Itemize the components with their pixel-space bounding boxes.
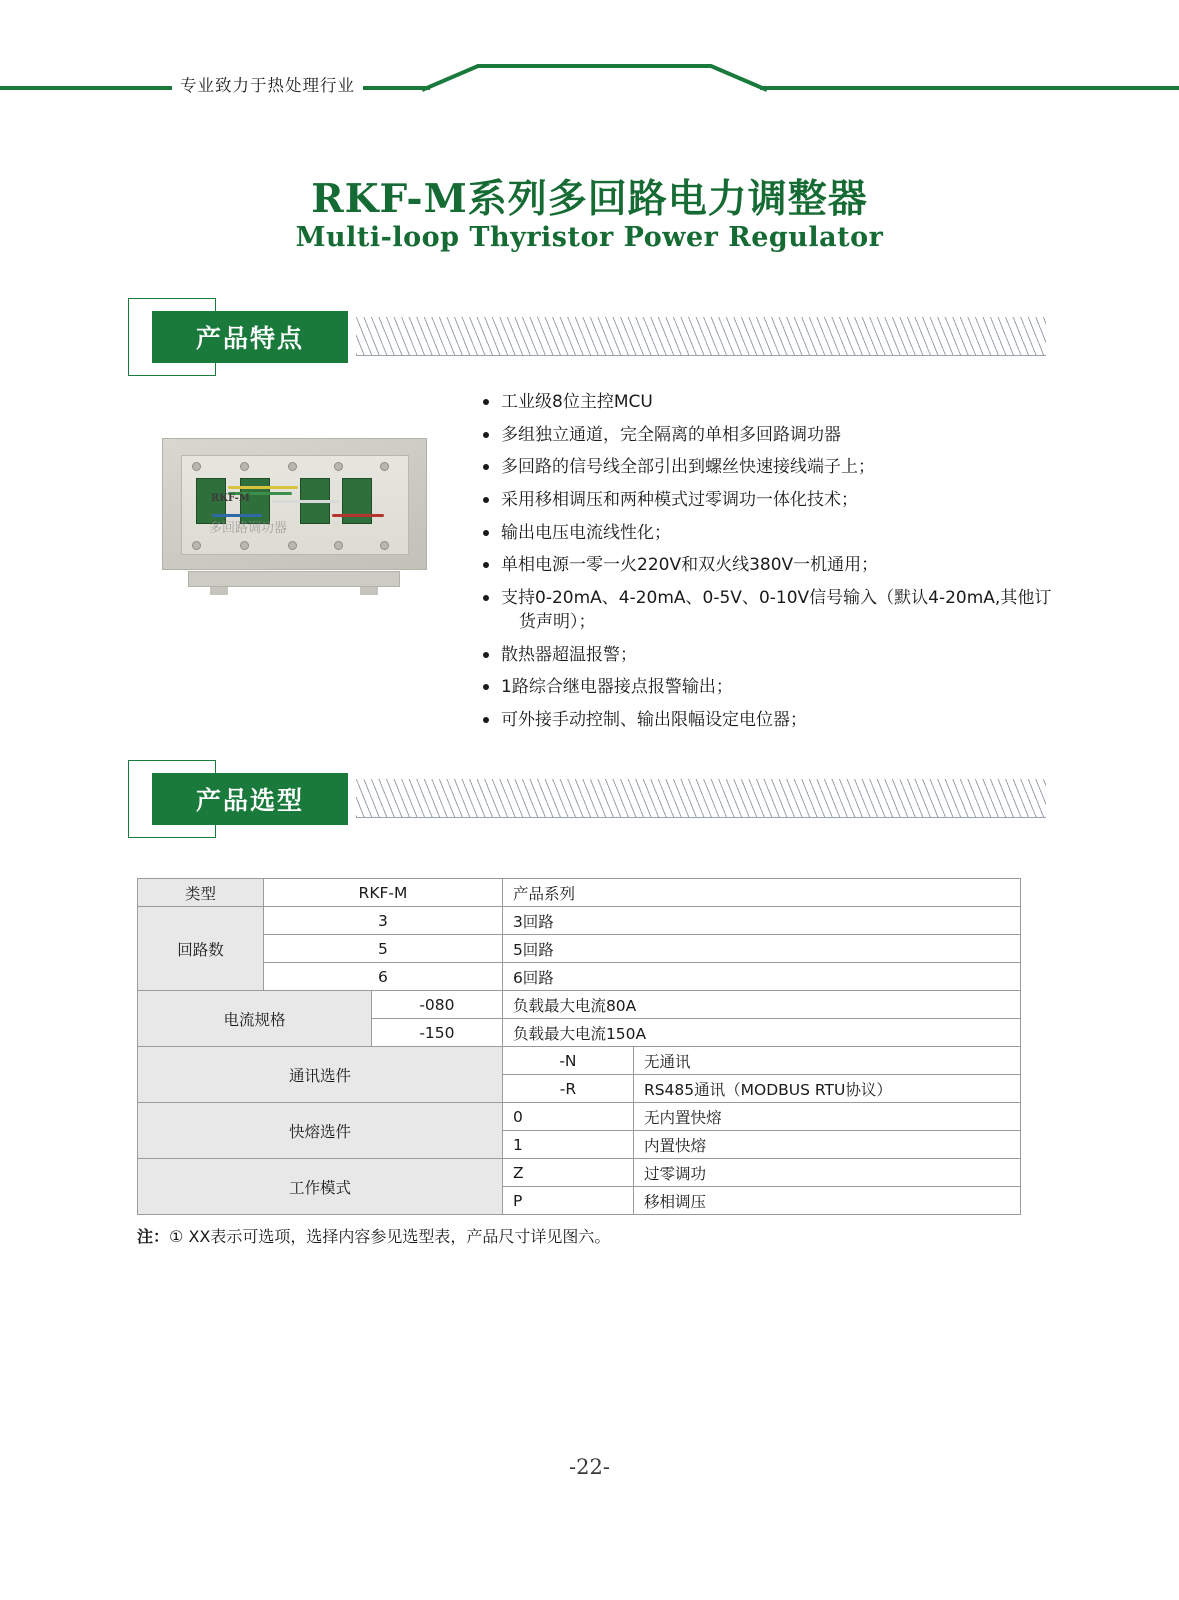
section-hatch-decoration <box>356 317 1046 356</box>
feature-item <box>481 423 1101 447</box>
table-row <box>138 907 1021 935</box>
section-tab <box>152 311 348 363</box>
feature-text: 多组独立通道，完全隔离的单相多回路调功器 <box>501 424 841 445</box>
features-list <box>481 390 1101 740</box>
feature-text: 散热器超温报警； <box>501 644 637 665</box>
row-label: 通讯选件 <box>138 1047 503 1103</box>
screw-icon <box>380 541 389 550</box>
product-photo-device-label: RKF-M <box>211 493 250 504</box>
header-notch-shape <box>422 62 767 92</box>
table-note-prefix: 注： <box>137 1227 170 1246</box>
selection-table-wrapper <box>137 878 1021 1215</box>
row-code: -080 <box>371 991 502 1019</box>
table-row <box>138 963 1021 991</box>
row-label: 类型 <box>138 879 264 907</box>
row-desc: 5回路 <box>502 935 1020 963</box>
screw-icon <box>240 541 249 550</box>
page-title-en: Multi-loop Thyristor Power Regulator <box>295 222 884 253</box>
table-note <box>137 1224 610 1247</box>
screw-icon <box>288 462 297 471</box>
feature-item <box>481 675 1101 699</box>
screw-icon <box>240 462 249 471</box>
row-desc: 负载最大电流150A <box>502 1019 1020 1047</box>
section-tab-label: 产品特点 <box>195 324 304 353</box>
row-desc: 过零调功 <box>633 1159 1020 1187</box>
row-desc: 内置快熔 <box>633 1131 1020 1159</box>
selection-table <box>137 878 1021 1215</box>
row-code: 3 <box>264 907 503 935</box>
table-note-text: ① XX表示可选项，选择内容参见选型表，产品尺寸详见图六。 <box>169 1227 611 1246</box>
feature-text: 采用移相调压和两种模式过零调功一体化技术； <box>501 489 858 510</box>
row-code: -N <box>502 1047 633 1075</box>
pcb-module <box>342 478 372 524</box>
row-label: 快熔选件 <box>138 1103 503 1159</box>
feature-text: 支持0-20mA、4-20mA、0-5V、0-10V信号输入（默认4-20mA,其他订 <box>501 587 1052 608</box>
wire <box>228 486 298 489</box>
row-label: 回路数 <box>138 907 264 991</box>
feature-item <box>481 488 1101 512</box>
product-photo-watermark: 多回路调功器 <box>209 521 288 536</box>
screw-icon <box>334 541 343 550</box>
row-code: -150 <box>371 1019 502 1047</box>
section-heading-features <box>128 298 1048 378</box>
screw-icon <box>288 541 297 550</box>
feature-text-continuation: 货声明）； <box>519 611 596 632</box>
section-heading-selection <box>128 760 1048 840</box>
product-photo-base <box>188 571 400 587</box>
row-desc: 无内置快熔 <box>633 1103 1020 1131</box>
feature-text: 工业级8位主控MCU <box>501 392 653 412</box>
product-photo <box>152 430 437 615</box>
screw-icon <box>380 462 389 471</box>
row-desc: 6回路 <box>502 963 1020 991</box>
feature-item <box>481 553 1101 577</box>
table-row <box>138 1047 1021 1075</box>
row-code: 0 <box>502 1103 633 1131</box>
table-row <box>138 1159 1021 1187</box>
feature-item <box>481 390 1101 414</box>
section-hatch-decoration <box>356 779 1046 818</box>
table-row <box>138 1103 1021 1131</box>
screw-icon <box>192 541 201 550</box>
feature-text: 单相电源一零一火220V和双火线380V一机通用； <box>501 555 879 576</box>
header-tagline: 专业致力于热处理行业 <box>172 72 363 96</box>
feature-text: 多回路的信号线全部引出到螺丝快速接线端子上； <box>501 457 875 478</box>
product-photo-foot-right <box>360 587 378 595</box>
table-row <box>138 879 1021 907</box>
feature-item <box>481 708 1101 732</box>
feature-text: 1路综合继电器接点报警输出； <box>501 677 733 698</box>
row-desc: RS485通讯（MODBUS RTU协议） <box>633 1075 1020 1103</box>
product-photo-foot-left <box>210 587 228 595</box>
product-photo-chassis <box>162 438 427 570</box>
row-code: P <box>502 1187 633 1215</box>
table-row <box>138 935 1021 963</box>
feature-item <box>481 521 1101 545</box>
wire <box>332 514 384 517</box>
screw-icon <box>192 462 201 471</box>
row-desc: 移相调压 <box>633 1187 1020 1215</box>
row-desc: 产品系列 <box>502 879 1020 907</box>
screw-icon <box>334 462 343 471</box>
feature-item <box>481 455 1101 479</box>
row-code: 5 <box>264 935 503 963</box>
page-number: -22- <box>569 1455 610 1479</box>
row-desc: 无通讯 <box>633 1047 1020 1075</box>
table-row <box>138 991 1021 1019</box>
row-desc: 负载最大电流80A <box>502 991 1020 1019</box>
wire <box>272 500 340 503</box>
section-tab <box>152 773 348 825</box>
page-header <box>0 0 1179 118</box>
row-desc: 3回路 <box>502 907 1020 935</box>
row-code: 1 <box>502 1131 633 1159</box>
feature-item <box>481 586 1101 634</box>
feature-text: 输出电压电流线性化； <box>501 522 671 543</box>
header-rule-right <box>760 86 1179 90</box>
row-label: 电流规格 <box>138 991 372 1047</box>
row-code: Z <box>502 1159 633 1187</box>
product-photo-panel <box>181 455 409 555</box>
feature-item <box>481 643 1101 667</box>
row-code: RKF-M <box>264 879 503 907</box>
row-label: 工作模式 <box>138 1159 503 1215</box>
row-code: 6 <box>264 963 503 991</box>
row-code: -R <box>502 1075 633 1103</box>
page-title-cn: RKF-M系列多回路电力调整器 <box>311 176 868 222</box>
section-tab-label: 产品选型 <box>195 786 304 815</box>
feature-text: 可外接手动控制、输出限幅设定电位器； <box>501 709 807 730</box>
